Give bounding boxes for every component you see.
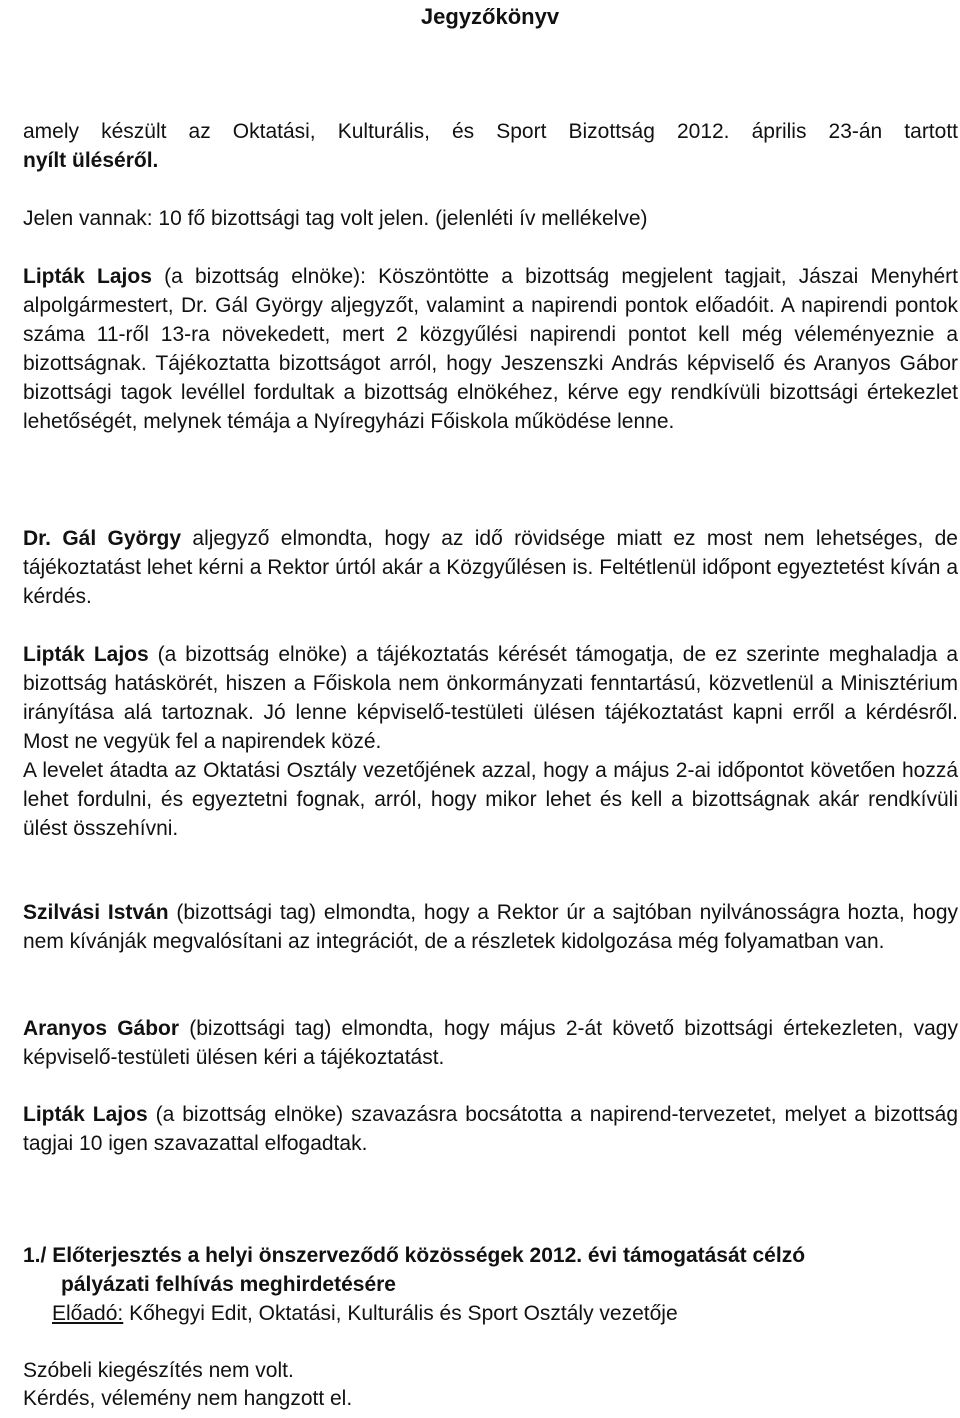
speaker-name: Dr. Gál György bbox=[23, 527, 182, 550]
paragraph-text: aljegyző elmondta, hogy az idő rövidsége miatt ez most nem lehetséges, de tájékoztatást lehet kérni a Rektor úrtól akár a Közgyűlésen is. Feltétlenül időpont egyeztetést kíván a kérdés. bbox=[23, 527, 958, 608]
intro-text: amely készült az Oktatási, Kulturális, és Sport Bizottság 2012. április 23-án tartott bbox=[23, 120, 958, 143]
lecturer-text: Kőhegyi Edit, Oktatási, Kulturális és Sport Osztály vezetője bbox=[123, 1302, 678, 1325]
closing-notes bbox=[23, 1357, 958, 1413]
paragraph-text: (a bizottság elnöke) a tájékoztatás kérését támogatja, de ez szerinte meghaladja a bizottság hatáskörét, hiszen a Főiskola nem önkormányzati fenntartású, közvetlenül a Minisztérium irányítása alá tartoznak. Jó lenne képviselő-testületi ülésen tájékoztatást kapni erről a kérdésről. Most ne vegyük fel a napirendek közé. bbox=[23, 643, 958, 753]
agenda-item-lecturer bbox=[23, 1299, 958, 1328]
document-title: Jegyzőkönyv bbox=[420, 4, 560, 29]
speaker-name: Lipták Lajos bbox=[23, 1103, 148, 1126]
paragraph-4 bbox=[23, 898, 958, 956]
paragraph-text-continued: A levelet átadta az Oktatási Osztály vezetőjének azzal, hogy a május 2-ai időpontot követően hozzá lehet fordulni, és egyeztetni fognak, arról, hogy mikor lehet és kell a bizottságnak akár rendkívüli ülést összehívni. bbox=[23, 759, 958, 840]
speaker-name: Szilvási István bbox=[23, 901, 169, 924]
agenda-item-heading bbox=[23, 1241, 958, 1299]
speaker-name: Aranyos Gábor bbox=[23, 1017, 180, 1040]
paragraph-6 bbox=[23, 1100, 958, 1158]
paragraph-2 bbox=[23, 524, 958, 611]
closing-line-2: Kérdés, vélemény nem hangzott el. bbox=[23, 1387, 353, 1410]
attendance-text: Jelen vannak: 10 fő bizottsági tag volt jelen. (jelenléti ív mellékelve) bbox=[23, 207, 648, 230]
paragraph-text: (bizottsági tag) elmondta, hogy május 2-át követő bizottsági értekezleten, vagy képviselő-testületi ülésen kéri a tájékoztatást. bbox=[23, 1017, 958, 1069]
paragraph-1 bbox=[23, 262, 958, 436]
paragraph-3 bbox=[23, 640, 958, 843]
speaker-name: Lipták Lajos bbox=[23, 265, 152, 288]
intro-bold-line: nyílt üléséről. bbox=[23, 149, 159, 172]
paragraph-text: (bizottsági tag) elmondta, hogy a Rektor úr a sajtóban nyilvánosságra hozta, hogy nem kívánják megvalósítani az integrációt, de a részletek kidolgozása még folyamatban van. bbox=[23, 901, 959, 953]
paragraph-text: (a bizottság elnöke) szavazásra bocsátotta a napirend-tervezetet, melyet a bizottság tagjai 10 igen szavazattal elfogadtak. bbox=[23, 1103, 958, 1155]
paragraph-5 bbox=[23, 1014, 958, 1072]
lecturer-label: Előadó: bbox=[52, 1302, 124, 1325]
paragraph-text: (a bizottság elnöke): Köszöntötte a bizottság megjelent tagjait, Jászai Menyhért alpolgármestert, Dr. Gál György aljegyzőt, valamint a napirendi pontok előadóit. A napirendi pontok száma 11-ről 13-ra növekedett, mert 2 közgyűlési napirendi pontot kell még véleményeznie a bizottságnak. Tájékoztatta bizottságot arról, hogy Jeszenszki András képviselő és Aranyos Gábor bizottsági tagok levéllel fordultak a bizottság elnökéhez, kérve egy rendkívüli bizottsági értekezlet lehetőségét, melynek témája a Nyíregyházi Főiskola működése lenne. bbox=[23, 265, 959, 433]
agenda-item-number: 1./ bbox=[23, 1244, 47, 1267]
attendance-line bbox=[23, 204, 958, 233]
intro-paragraph bbox=[23, 117, 958, 175]
closing-line-1: Szóbeli kiegészítés nem volt. bbox=[23, 1359, 294, 1382]
agenda-item-title: Előterjesztés a helyi önszerveződő közösségek 2012. évi támogatását célzó bbox=[46, 1244, 806, 1267]
speaker-name: Lipták Lajos bbox=[23, 643, 149, 666]
agenda-item bbox=[23, 1241, 958, 1328]
agenda-item-title-continued: pályázati felhívás meghirdetésére bbox=[61, 1273, 396, 1296]
